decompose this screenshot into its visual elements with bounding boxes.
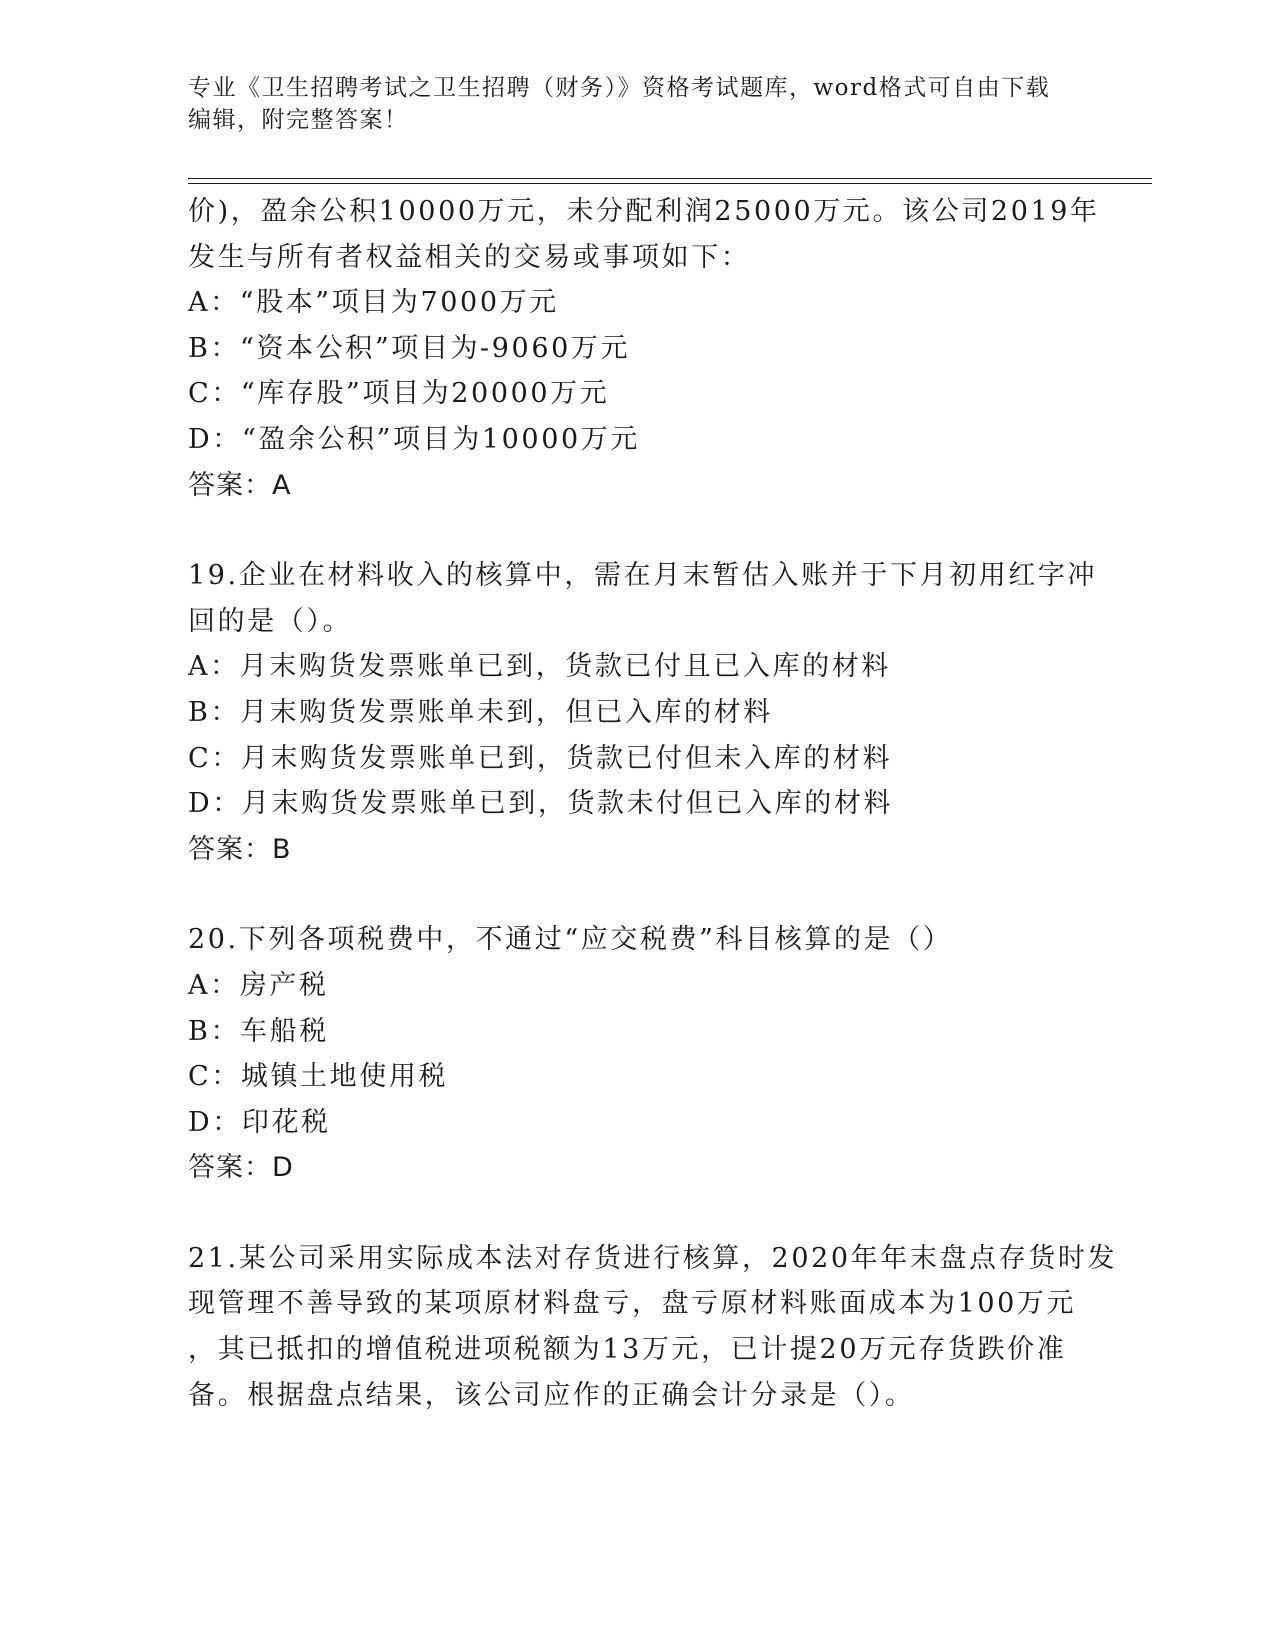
option-a: A：“股本”项目为7000万元 [188,287,559,319]
header-line-1: 专业《卫生招聘考试之卫生招聘（财务）》资格考试题库，word格式可自由下载 [188,75,1051,101]
question-text-line: ，其已抵扣的增值税进项税额为13万元，已计提20万元存货跌价准 [188,1334,1067,1366]
question-text-line: 发生与所有者权益相关的交易或事项如下： [188,241,751,273]
option-c: C：月末购货发票账单已到，货款已付但未入库的材料 [188,742,893,774]
option-a: A：房产税 [188,969,329,1001]
option-d: D：“盈余公积”项目为10000万元 [188,423,640,455]
question-text-line: 20.下列各项税费中，不通过“应交税费”科目核算的是（） [188,924,953,956]
answer: 答案：D [188,1152,294,1184]
option-b: B：月末购货发票账单未到，但已入库的材料 [188,696,773,728]
answer: 答案：A [188,469,292,501]
option-b: B：“资本公积”项目为-9060万元 [188,332,631,364]
question-text-line: 备。根据盘点结果，该公司应作的正确会计分录是（）。 [188,1379,915,1411]
question-20 [188,917,1088,1191]
question-text-line: 价)，盈余公积10000万元，未分配利润25000万元。该公司2019年 [188,196,1100,227]
question-content [188,189,1118,1418]
question-text-line: 19.企业在材料收入的核算中，需在月末暂估入账并于下月初用红字冲 [188,560,1098,592]
option-c: C：城镇土地使用税 [188,1061,449,1093]
question-21 [188,1236,1118,1418]
header-rule-bottom [188,183,1152,184]
question-text-line: 21.某公司采用实际成本法对存货进行核算，2020年年末盘点存货时发 [188,1242,1118,1274]
option-a: A：月末购货发票账单已到，货款已付且已入库的材料 [188,651,891,683]
option-b: B：车船税 [188,1015,329,1047]
option-d: D：印花税 [188,1106,331,1138]
option-d: D：月末购货发票账单已到，货款未付但已入库的材料 [188,788,894,820]
document-header [188,72,1088,136]
spacer [188,508,1088,553]
spacer [188,872,1088,917]
header-line-2: 编辑，附完整答案！ [188,107,409,133]
header-rule-top [188,178,1152,179]
question-18-continuation [188,189,1100,508]
question-text-line: 回的是（）。 [188,605,353,637]
spacer [188,1191,1088,1236]
question-text-line: 现管理不善导致的某项原材料盘亏，盘亏原材料账面成本为100万元 [188,1288,1077,1320]
option-c: C：“库存股”项目为20000万元 [188,378,610,410]
answer: 答案：B [188,833,292,865]
question-19 [188,553,1098,872]
